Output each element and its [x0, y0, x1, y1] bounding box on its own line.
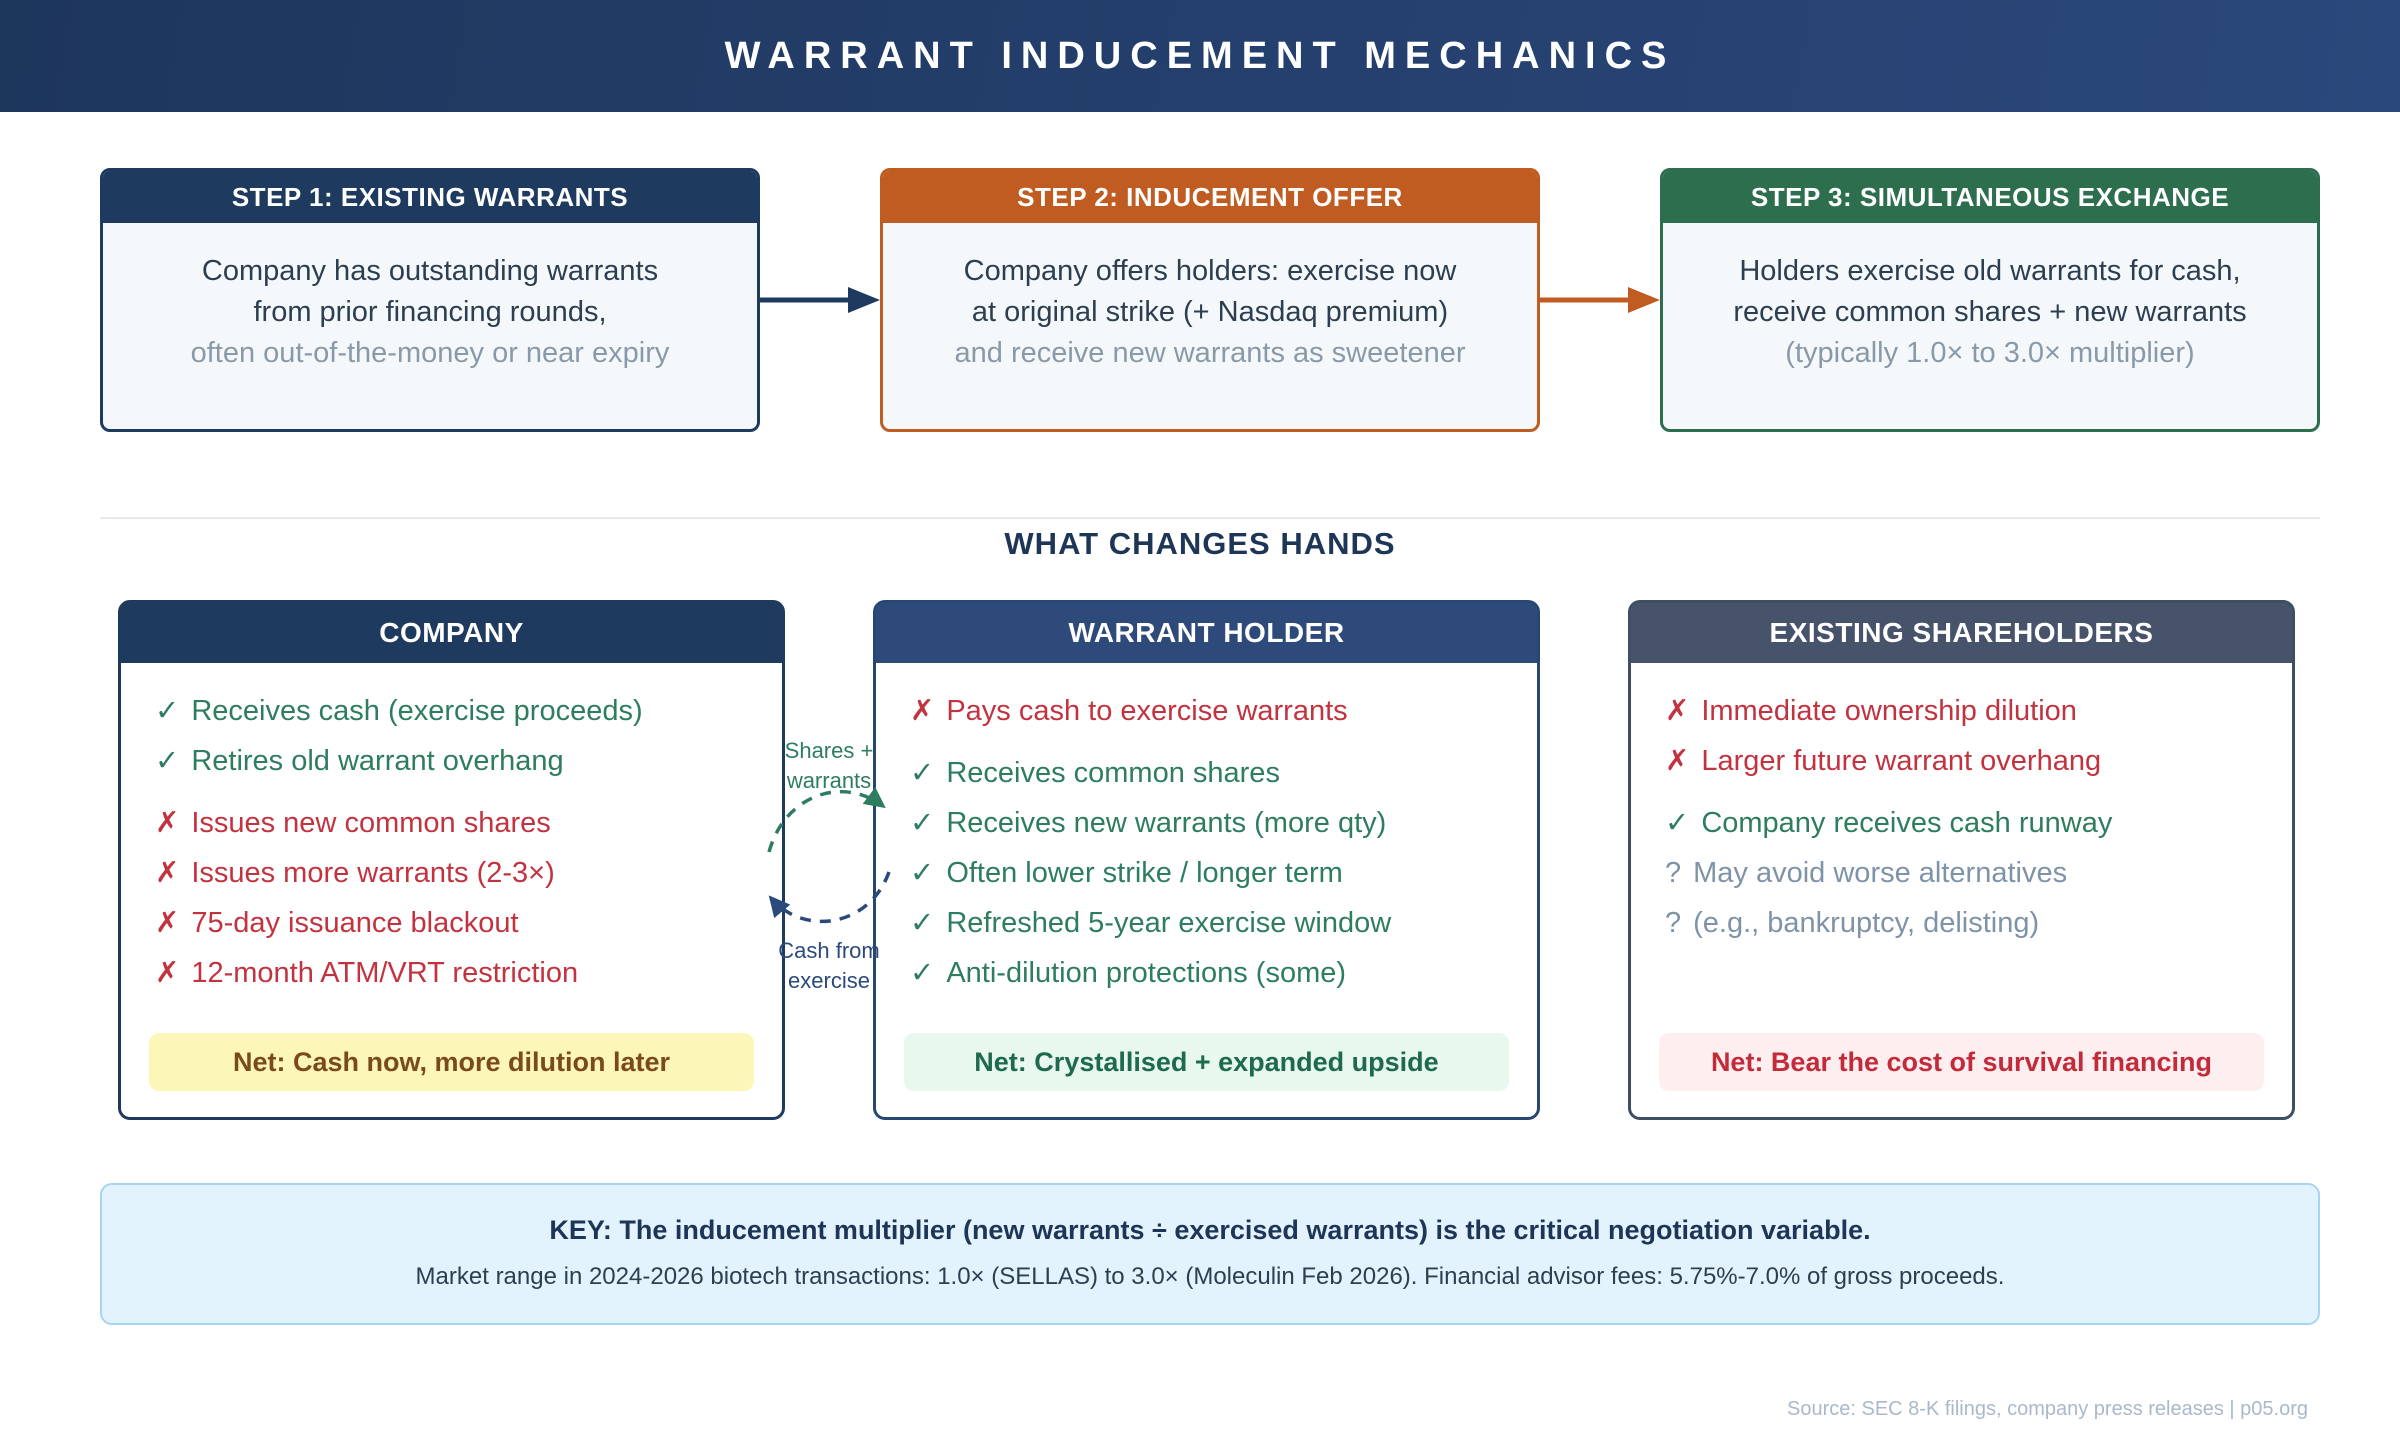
question-icon: ?	[1665, 857, 1682, 889]
check-icon: ✓	[910, 807, 935, 839]
shares-warrants-label: warrants	[786, 768, 872, 793]
key-subtitle: Market range in 2024-2026 biotech transactions: 1.0× (SELLAS) to 3.0× (Moleculin Feb 2026). Financial advisor fees: 5.75%-7.0% of gross proceeds.	[415, 1263, 2005, 1290]
cash-exercise-label: exercise	[788, 968, 870, 993]
step-line: at original strike (+ Nasdaq premium)	[971, 296, 1449, 329]
item-text: (e.g., bankruptcy, delisting)	[1693, 907, 2040, 939]
cross-icon: ✗	[155, 807, 180, 839]
check-icon: ✓	[910, 757, 935, 789]
cross-icon: ✗	[1665, 695, 1690, 727]
item-text: Company receives cash runway	[1701, 807, 2113, 839]
shares-flow-arrow	[769, 792, 883, 852]
list-item	[155, 747, 748, 776]
list-item	[155, 909, 748, 938]
item-text: Receives new warrants (more qty)	[946, 807, 1387, 839]
list-item	[1665, 697, 2258, 726]
card-item-list	[1631, 697, 2292, 938]
list-item	[910, 959, 1503, 988]
step-box-simultaneous-exchange	[1660, 168, 2320, 432]
step-body	[1663, 223, 2317, 375]
item-text: Larger future warrant overhang	[1701, 745, 2102, 777]
step-box-existing-warrants	[100, 168, 760, 432]
list-item	[1665, 859, 2258, 888]
step-line: receive common shares + new warrants	[1733, 296, 2247, 329]
item-text: Receives common shares	[946, 757, 1280, 789]
right-arrow-icon	[1540, 283, 1660, 317]
item-text: Immediate ownership dilution	[1701, 695, 2077, 727]
title-banner	[0, 0, 2400, 112]
item-text: Receives cash (exercise proceeds)	[191, 695, 643, 727]
item-text: Retires old warrant overhang	[191, 745, 564, 777]
card-item-list	[121, 697, 782, 988]
source-attribution: Source: SEC 8-K filings, company press releases | p05.org	[1787, 1398, 2308, 1420]
step-header: STEP 3: SIMULTANEOUS EXCHANGE	[1663, 171, 2317, 223]
exchange-loop-diagram	[741, 690, 917, 1020]
card-warrant-holder	[873, 600, 1540, 1120]
card-title: COMPANY	[121, 603, 782, 663]
cross-icon: ✗	[155, 907, 180, 939]
item-text: 75-day issuance blackout	[191, 907, 519, 939]
step-line: from prior financing rounds,	[253, 296, 607, 329]
key-callout	[100, 1183, 2320, 1325]
cross-icon: ✗	[155, 957, 180, 989]
list-item	[155, 697, 748, 726]
list-item	[1665, 747, 2258, 776]
check-icon: ✓	[910, 957, 935, 989]
item-text: 12-month ATM/VRT restriction	[191, 957, 579, 989]
step-muted-line: and receive new warrants as sweetener	[954, 337, 1466, 370]
step-body	[883, 223, 1537, 375]
step-muted-line: often out-of-the-money or near expiry	[190, 337, 670, 370]
process-steps-row	[100, 168, 2320, 432]
item-text: Pays cash to exercise warrants	[946, 695, 1348, 727]
item-text: Refreshed 5-year exercise window	[946, 907, 1392, 939]
card-item-list	[876, 697, 1537, 988]
section-divider	[100, 517, 2320, 519]
check-icon: ✓	[1665, 807, 1690, 839]
step-box-inducement-offer	[880, 168, 1540, 432]
cross-icon: ✗	[155, 857, 180, 889]
card-title: EXISTING SHAREHOLDERS	[1631, 603, 2292, 663]
list-item	[1665, 809, 2258, 838]
key-title: KEY: The inducement multiplier (new warrants ÷ exercised warrants) is the critical negotiation variable.	[549, 1215, 1871, 1245]
list-item	[910, 909, 1503, 938]
step-body	[103, 223, 757, 375]
cross-icon: ✗	[1665, 745, 1690, 777]
card-company	[118, 600, 785, 1120]
card-title: WARRANT HOLDER	[876, 603, 1537, 663]
item-text: May avoid worse alternatives	[1693, 857, 2068, 889]
list-item	[155, 809, 748, 838]
cash-exercise-label: Cash from	[778, 938, 880, 963]
net-summary-badge: Net: Crystallised + expanded upside	[904, 1033, 1509, 1091]
item-text: Issues more warrants (2-3×)	[191, 857, 555, 889]
cross-icon: ✗	[910, 695, 935, 727]
shares-warrants-label: Shares +	[784, 738, 874, 763]
question-icon: ?	[1665, 907, 1682, 939]
item-text: Issues new common shares	[191, 807, 551, 839]
step-muted-line: (typically 1.0× to 3.0× multiplier)	[1785, 337, 2195, 370]
section-title: WHAT CHANGES HANDS	[1004, 526, 1396, 561]
list-item	[910, 697, 1503, 726]
cash-flow-arrow	[771, 872, 889, 921]
list-item	[155, 959, 748, 988]
card-existing-shareholders	[1628, 600, 2295, 1120]
list-item	[1665, 909, 2258, 938]
list-item	[910, 809, 1503, 838]
net-summary-badge: Net: Bear the cost of survival financing	[1659, 1033, 2264, 1091]
step-line: Company has outstanding warrants	[201, 255, 659, 287]
right-arrow-icon	[760, 283, 880, 317]
step-header: STEP 2: INDUCEMENT OFFER	[883, 171, 1537, 223]
list-item	[910, 859, 1503, 888]
step-line: Holders exercise old warrants for cash,	[1739, 255, 2241, 287]
check-icon: ✓	[910, 857, 935, 889]
stakeholder-cards-row	[118, 600, 2295, 1120]
page-title: WARRANT INDUCEMENT MECHANICS	[724, 35, 1676, 77]
check-icon: ✓	[910, 907, 935, 939]
check-icon: ✓	[155, 745, 180, 777]
item-text: Often lower strike / longer term	[946, 857, 1343, 889]
step-line: Company offers holders: exercise now	[963, 255, 1457, 287]
step-header: STEP 1: EXISTING WARRANTS	[103, 171, 757, 223]
net-summary-badge: Net: Cash now, more dilution later	[149, 1033, 754, 1091]
item-text: Anti-dilution protections (some)	[946, 957, 1347, 989]
list-item	[155, 859, 748, 888]
check-icon: ✓	[155, 695, 180, 727]
list-item	[910, 759, 1503, 788]
